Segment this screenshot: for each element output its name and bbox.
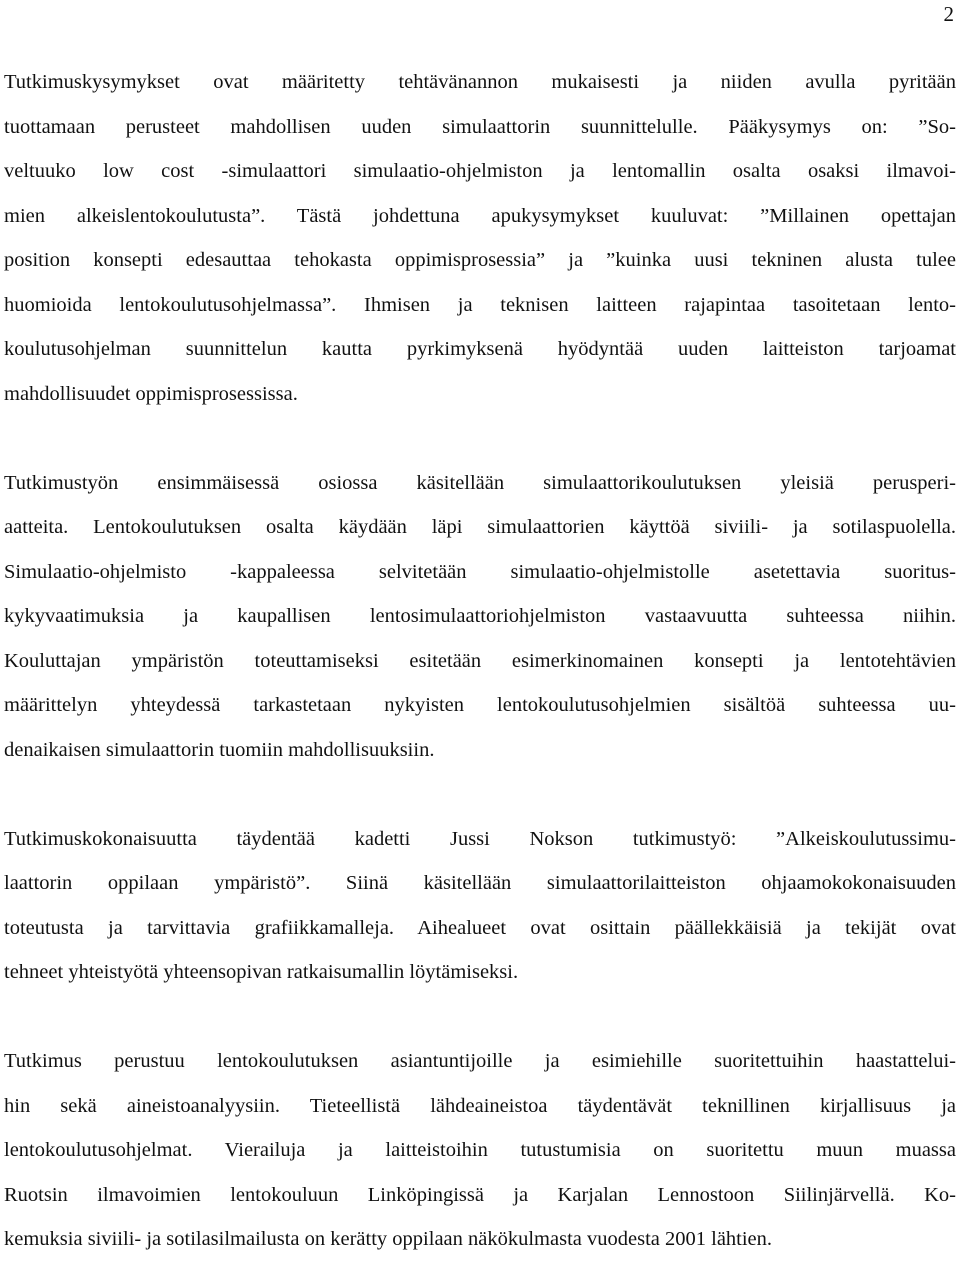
paragraph-structure (4, 461, 956, 773)
text-line: Tutkimus perustuu lentokoulutuksen asiantuntijoille ja esimiehille suoritettuihin haastattelui- (4, 1050, 956, 1072)
text-line: Tutkimuskokonaisuutta täydentää kadetti Jussi Nokson tutkimustyö: ”Alkeiskoulutussimu- (4, 827, 956, 850)
text-line: Tutkimustyön ensimmäisessä osiossa käsitellään simulaattorikoulutuksen yleisiä perusperi- (4, 471, 956, 494)
text-line: tuottamaan perusteet mahdollisen uuden simulaattorin suunnittelulle. Pääkysymys on: ”So- (4, 115, 956, 138)
page-number: 2 (943, 2, 954, 26)
text-line: toteutusta ja tarvittavia grafiikkamalleja. Aihealueet ovat osittain päällekkäisiä ja tekijät ovat (4, 916, 956, 939)
text-line: mien alkeislentokoulutusta”. Tästä johdettuna apukysymykset kuuluvat: ”Millainen opettajan (4, 204, 956, 227)
text-line: veltuuko low cost -simulaattori simulaatio-ohjelmiston ja lentomallin osalta osaksi ilmavoi- (4, 160, 956, 182)
paragraph-spacer (4, 995, 956, 1040)
text-line: koulutusohjelman suunnittelun kautta pyrkimyksenä hyödyntää uuden laitteiston tarjoamat (4, 338, 956, 360)
text-line: hin sekä aineistoanalyysiin. Tieteellistä lähdeaineistoa täydentävät teknillinen kirjallisuus ja (4, 1094, 956, 1117)
text-line: aatteita. Lentokoulutuksen osalta käydään läpi simulaattorien käyttöä siviili- ja sotilaspuolella. (4, 516, 956, 538)
text-line: Tutkimuskysymykset ovat määritetty tehtävänannon mukaisesti ja niiden avulla pyritään (4, 71, 956, 93)
text-line: Kouluttajan ympäristön toteuttamiseksi esitetään esimerkinomainen konsepti ja lentotehtävien (4, 649, 956, 672)
paragraph-spacer (4, 416, 956, 461)
text-line: määrittelyn yhteydessä tarkastetaan nykyisten lentokoulutusohjelmien sisältöä suhteessa uu- (4, 694, 956, 716)
text-line: tehneet yhteistyötä yhteensopivan ratkaisumallin löytämiseksi. (4, 961, 519, 983)
paragraph-research-questions (4, 60, 956, 416)
text-line: Ruotsin ilmavoimien lentokouluun Linköpingissä ja Karjalan Lennostoon Siilinjärvellä. Ko- (4, 1183, 956, 1206)
text-line: laattorin oppilaan ympäristö”. Siinä käsitellään simulaattorilaitteiston ohjaamokokonaisuuden (4, 872, 956, 894)
text-line: denaikaisen simulaattorin tuomiin mahdollisuuksiin. (4, 738, 435, 761)
paragraph-methods (4, 1039, 956, 1262)
document-body (4, 60, 956, 1262)
text-line: kykyvaatimuksia ja kaupallisen lentosimulaattoriohjelmiston vastaavuutta suhteessa niihin. (4, 605, 956, 627)
text-line: position konsepti edesauttaa tehokasta oppimisprosessia” ja ”kuinka uusi tekninen alusta tulee (4, 249, 956, 271)
text-line: Simulaatio-ohjelmisto -kappaleessa selvitetään simulaatio-ohjelmistolle asetettavia suoritus- (4, 560, 956, 583)
paragraph-spacer (4, 772, 956, 817)
text-line: kemuksia siviili- ja sotilasilmailusta on kerätty oppilaan näkökulmasta vuodesta 2001 lähtien. (4, 1228, 773, 1250)
text-line: mahdollisuudet oppimisprosessissa. (4, 382, 298, 405)
text-line: huomioida lentokoulutusohjelmassa”. Ihmisen ja teknisen laitteen rajapintaa tasoitetaan lento- (4, 293, 956, 316)
text-line: lentokoulutusohjelmat. Vierailuja ja laitteistoihin tutustumisia on suoritettu muun muassa (4, 1139, 956, 1161)
paragraph-related-work (4, 817, 956, 995)
